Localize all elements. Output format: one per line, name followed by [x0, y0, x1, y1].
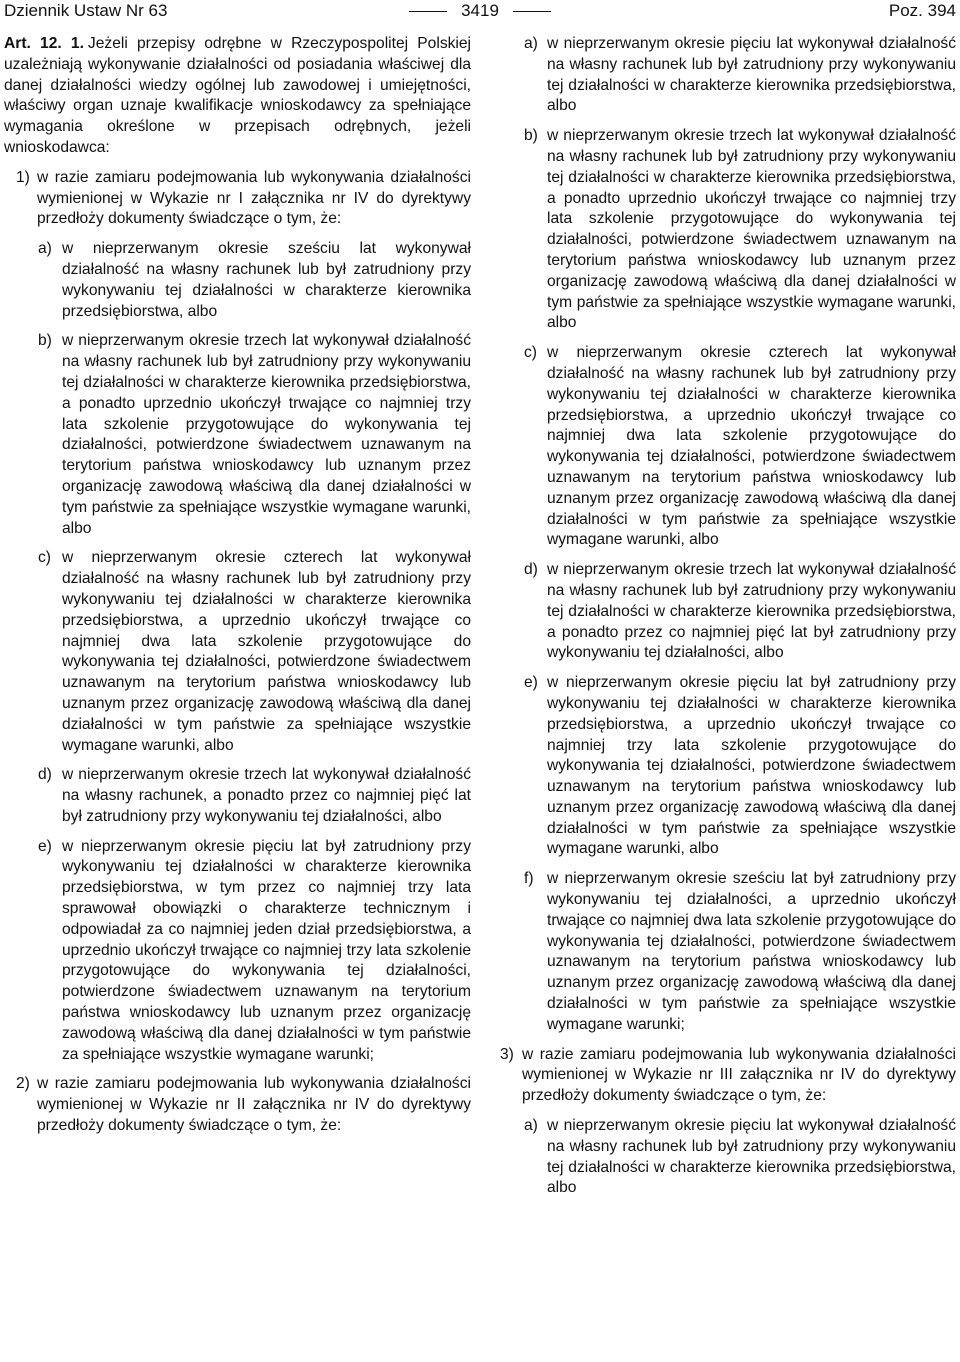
left-column	[4, 34, 471, 1146]
article-label: Art. 12. 1.	[4, 35, 84, 52]
item-label: 2)	[16, 1075, 30, 1093]
item-text: w nieprzerwanym okresie trzech lat wykonywał działalność na własny rachunek lub był zatrudniony przy wykonywaniu tej działalności w charakterze kierownika przedsiębiorstwa, a ponadto przez co najmniej pięć lat był zatrudniony przy wykonywaniu tej działalności, albo	[547, 561, 956, 662]
item-label: a)	[38, 240, 52, 258]
item-label: 3)	[500, 1045, 514, 1063]
item-label: c)	[38, 549, 51, 567]
list-item	[500, 869, 956, 1035]
item-text: w nieprzerwanym okresie czterech lat wykonywał działalność na własny rachunek lub był zatrudniony przy wykonywaniu tej działalności w charakterze kierownika przedsiębiorstwa, a uprzednio ukończył trwające co najmniej dwa lata szkolenie przygotowujące do wykonywania tej działalności, potwierdzone świadectwem uznawanym na terytorium państwa wnioskodawcy lub uznanym przez organizację zawodową właściwą dla danej działalności w tym państwie za spełniające wszystkie wymagane warunki, albo	[547, 344, 956, 549]
item-text: w nieprzerwanym okresie trzech lat wykonywał działalność na własny rachunek lub był zatrudniony przy wykonywaniu tej działalności w charakterze kierownika przedsiębiorstwa, a ponadto uprzednio ukończył trwające co najmniej trzy lata szkolenie przygotowujące do wykonywania tej działalności, potwierdzone świadectwem uznawanym na terytorium państwa wnioskodawcy lub uznanym przez organizację zawodową właściwą dla danej działalności w tym państwie za spełniające wszystkie wymagane warunki, albo	[62, 332, 471, 537]
list-item	[500, 1116, 956, 1199]
item-label: b)	[38, 332, 52, 350]
list-item	[4, 331, 471, 539]
item-text: w razie zamiaru podejmowania lub wykonywania działalności wymienionej w Wykazie nr I załącznika nr IV do dyrektywy przedłoży dokumenty świadczące o tym, że:	[37, 168, 471, 228]
item-label: f)	[524, 870, 534, 888]
item-label: 1)	[16, 168, 30, 186]
article-intro	[4, 34, 471, 159]
list-item	[4, 837, 471, 1066]
item-text: w nieprzerwanym okresie pięciu lat był zatrudniony przy wykonywaniu tej działalności w charakterze kierownika przedsiębiorstwa, w tym przez co najmniej trzy lata sprawował obowiązki o charakterze technicznym i odpowiadał za co najmniej jeden dział przedsiębiorstwa, a uprzednio ukończył trwające co najmniej trzy lata szkolenie przygotowujące do wykonywania tej działalności, potwierdzone świadectwem uznawanym na terytorium państwa wnioskodawcy lub uznanym przez organizację zawodową właściwą dla danej działalności w tym państwie za spełniające wszystkie wymagane warunki;	[62, 837, 471, 1063]
item-text: w razie zamiaru podejmowania lub wykonywania działalności wymienionej w Wykazie nr III załącznika nr IV do dyrektywy przedłoży dokumenty świadczące o tym, że:	[522, 1045, 956, 1105]
item-label: e)	[524, 674, 538, 692]
page-header	[4, 0, 956, 22]
list-item	[4, 765, 471, 827]
header-dash-left	[409, 11, 447, 12]
list-item	[500, 34, 956, 117]
journal-title: Dziennik Ustaw Nr 63	[4, 1, 168, 20]
item-text: w razie zamiaru podejmowania lub wykonywania działalności wymienionej w Wykazie nr II załącznika nr IV do dyrektywy przedłoży dokumenty świadczące o tym, że:	[37, 1075, 471, 1135]
item-text: w nieprzerwanym okresie pięciu lat był zatrudniony przy wykonywaniu tej działalności w charakterze kierownika przedsiębiorstwa, a uprzednio ukończył trwające co najmniej trzy lata szkolenie przygotowujące do wykonywania tej działalności, potwierdzone świadectwem uznawanym na terytorium państwa wnioskodawcy lub uznanym przez organizację zawodową właściwą dla danej działalności w tym państwie za spełniające wszystkie wymagane warunki, albo	[547, 674, 956, 858]
list-item	[500, 1045, 956, 1107]
list-item	[4, 1074, 471, 1136]
item-label: a)	[524, 35, 538, 52]
list-item	[4, 168, 471, 230]
item-text: w nieprzerwanym okresie czterech lat wykonywał działalność na własny rachunek lub był zatrudniony przy wykonywaniu tej działalności w charakterze kierownika przedsiębiorstwa, a uprzednio ukończył trwające co najmniej dwa lata szkolenie przygotowujące do wykonywania tej działalności, potwierdzone świadectwem uznawanym na terytorium państwa wnioskodawcy lub uznanym przez organizację zawodową właściwą dla danej działalności w tym państwie za spełniające wszystkie wymagane warunki, albo	[62, 549, 471, 754]
item-text: w nieprzerwanym okresie trzech lat wykonywał działalność na własny rachunek lub był zatrudniony przy wykonywaniu tej działalności w charakterze kierownika przedsiębiorstwa, a ponadto uprzednio ukończył trwające co najmniej trzy lata szkolenie przygotowujące do wykonywania tej działalności, potwierdzone świadectwem uznawanym na terytorium państwa wnioskodawcy lub uznanym przez organizację zawodową właściwą dla danej działalności w tym państwie za spełniające wszystkie wymagane warunki, albo	[547, 127, 956, 332]
right-column	[500, 34, 956, 1208]
list-item	[500, 673, 956, 860]
list-item	[500, 343, 956, 551]
item-text: w nieprzerwanym okresie pięciu lat wykonywał działalność na własny rachunek lub był zatrudniony przy wykonywaniu tej działalności w charakterze kierownika przedsiębiorstwa, albo	[547, 35, 956, 115]
article-intro-text: Jeżeli przepisy odrębne w Rzeczypospolitej Polskiej uzależniają wykonywanie działalności od posiadania właściwej dla danej działalności wiedzy ogólnej lub zawodowej i umiejętności, właściwy organ uznaje kwalifikacje wnioskodawcy za spełniające wymagania określone w przepisach odrębnych, jeżeli wnioskodawca:	[4, 35, 472, 156]
list-item	[4, 548, 471, 756]
item-label: d)	[524, 561, 538, 579]
item-label: a)	[524, 1117, 538, 1135]
list-item	[4, 239, 471, 322]
item-label: e)	[38, 837, 52, 855]
item-label: c)	[524, 344, 537, 362]
item-text: w nieprzerwanym okresie pięciu lat wykonywał działalność na własny rachunek lub był zatrudniony przy wykonywaniu tej działalności w charakterze kierownika przedsiębiorstwa, albo	[547, 1117, 956, 1197]
header-dash-right	[513, 11, 551, 12]
item-text: w nieprzerwanym okresie sześciu lat wykonywał działalność na własny rachunek lub był zatrudniony przy wykonywaniu tej działalności w charakterze kierownika przedsiębiorstwa, albo	[62, 240, 471, 320]
list-item	[500, 560, 956, 664]
page-number-block	[4, 0, 956, 22]
item-text: w nieprzerwanym okresie trzech lat wykonywał działalność na własny rachunek, a ponadto przez co najmniej pięć lat był zatrudniony przy wykonywaniu tej działalności, albo	[62, 766, 471, 825]
item-label: d)	[38, 766, 52, 784]
list-item	[500, 126, 956, 334]
item-label: b)	[524, 127, 538, 145]
item-text: w nieprzerwanym okresie sześciu lat był zatrudniony przy wykonywaniu tej działalności, a uprzednio ukończył trwające co najmniej dwa lata szkolenie przygotowujące do wykonywania tej działalności, potwierdzone świadectwem uznawanym na terytorium państwa wnioskodawcy lub uznanym przez organizację zawodową właściwą dla danej działalności w tym państwie za spełniające wszystkie wymagane warunki;	[547, 870, 956, 1033]
page-number: 3419	[461, 1, 499, 20]
position-number: Poz. 394	[888, 1, 956, 20]
